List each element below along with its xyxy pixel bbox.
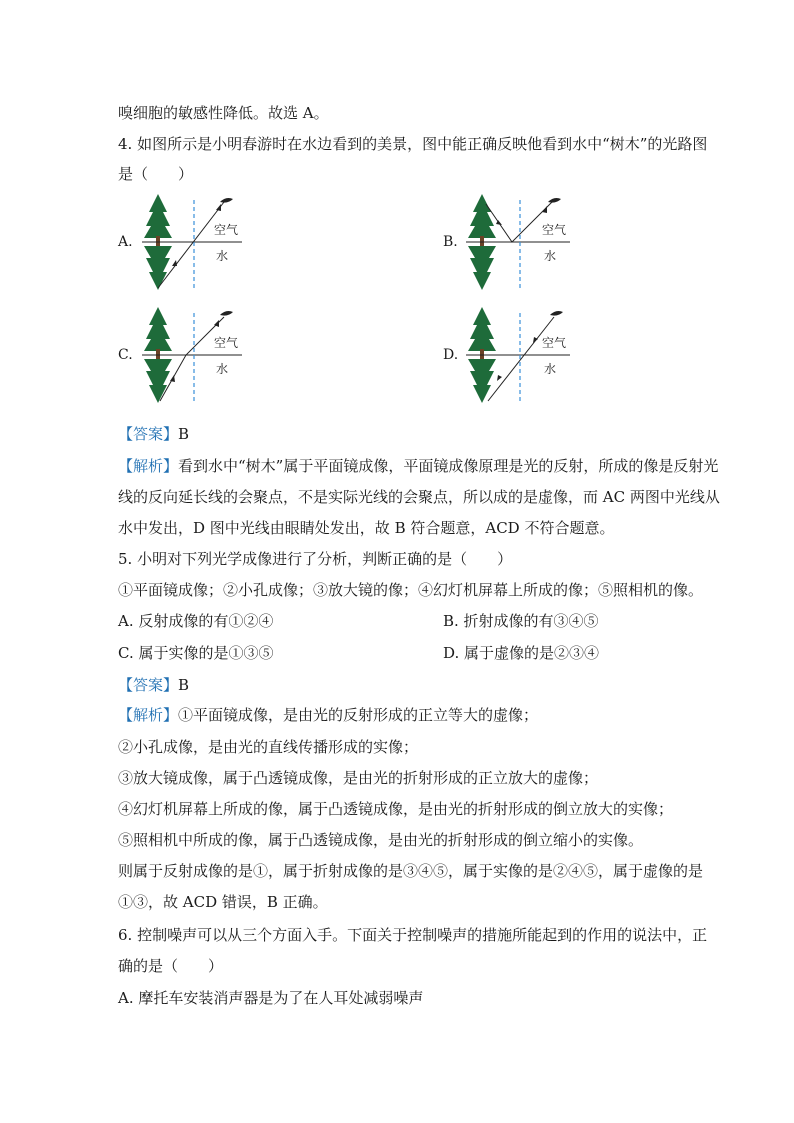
option-d-label: D. <box>443 347 459 363</box>
water-label: 水 <box>216 362 229 376</box>
air-label: 空气 <box>542 336 567 350</box>
question-5-option-b: B. 折射成像的有③④⑤ <box>443 612 599 630</box>
question-6-stem: 6. 控制噪声可以从三个方面入手。下面关于控制噪声的措施所能起到的作用的说法中，正 <box>118 926 708 944</box>
water-label: 水 <box>544 362 557 376</box>
analysis-5-line-4: ④幻灯机屏幕上所成的像，属于凸透镜成像，是由光的折射形成的倒立放大的实像； <box>118 800 674 818</box>
analysis-text: 看到水中“树木”属于平面镜成像，平面镜成像原理是光的反射，所成的像是反射光 <box>178 457 719 475</box>
analysis-5-line-5: ⑤照相机中所成的像，属于凸透镜成像，是由光的折射形成的倒立缩小的实像。 <box>118 831 644 849</box>
question-6-option-a: A. 摩托车安装消声器是为了在人耳处减弱噪声 <box>118 989 424 1007</box>
analysis-5-line-6: 则属于反射成像的是①，属于折射成像的是③④⑤，属于实像的是②④⑤，属于虚像的是 <box>118 862 704 880</box>
tree-icon <box>468 194 496 238</box>
answer-value: B <box>178 676 190 694</box>
answer-value: B <box>178 425 190 443</box>
question-5-option-c: C. 属于实像的是①③⑤ <box>118 644 274 662</box>
eye-icon <box>550 311 563 316</box>
reflected-tree-icon <box>144 246 172 290</box>
question-4-stem-cont: 是（ ） <box>118 165 194 183</box>
reflected-tree-icon <box>144 359 172 403</box>
analysis-4-line-1 <box>118 456 718 476</box>
arrow-icon <box>216 204 221 211</box>
arrow-icon <box>497 375 502 381</box>
eye-icon <box>220 311 233 316</box>
question-5-option-a: A. 反射成像的有①②④ <box>118 612 274 630</box>
answer-5 <box>118 675 189 695</box>
air-label: 空气 <box>214 336 239 350</box>
option-a-label: A. <box>118 234 133 250</box>
eye-icon <box>548 198 561 203</box>
answer-tag: 【答案】 <box>118 676 179 694</box>
analysis-text: ①平面镜成像，是由光的反射形成的正立等大的虚像； <box>178 706 539 724</box>
tree-icon <box>144 194 172 238</box>
analysis-tag: 【解析】 <box>118 457 179 475</box>
air-label: 空气 <box>214 223 239 237</box>
option-b-label: B. <box>443 234 458 250</box>
water-label: 水 <box>216 249 229 263</box>
question-6-stem-cont: 确的是（ ） <box>118 957 224 975</box>
analysis-5-line-7: ①③，故 ACD 错误，B 正确。 <box>118 893 328 911</box>
analysis-5-line-3: ③放大镜成像，属于凸透镜成像，是由光的折射形成的正立放大的虚像； <box>118 769 599 787</box>
arrow-icon <box>542 206 547 213</box>
figure-d-diagram <box>460 303 575 407</box>
arrow-icon <box>172 260 177 266</box>
option-c-label: C. <box>118 347 133 363</box>
answer-tag: 【答案】 <box>118 425 179 443</box>
tree-icon <box>144 307 172 351</box>
question-4-stem: 4. 如图所示是小明春游时在水边看到的美景，图中能正确反映他看到水中“树木”的光路图 <box>118 135 708 153</box>
analysis-5-line-2: ②小孔成像，是由光的直线传播形成的实像； <box>118 738 419 756</box>
water-label: 水 <box>544 249 557 263</box>
text-line: 嗅细胞的敏感性降低。故选 A。 <box>118 104 329 122</box>
light-ray <box>158 202 224 288</box>
reflected-tree-icon <box>468 246 496 290</box>
figure-c-diagram <box>136 303 246 407</box>
answer-4 <box>118 424 189 444</box>
analysis-4-line-3: 水中发出，D 图中光线由眼睛处发出，故 B 符合题意，ACD 不符合题意。 <box>118 519 615 537</box>
eye-icon <box>220 198 233 203</box>
question-5-option-d: D. 属于虚像的是②③④ <box>443 644 600 662</box>
analysis-tag: 【解析】 <box>118 706 179 724</box>
question-5-items: ①平面镜成像；②小孔成像；③放大镜的像；④幻灯机屏幕上所成的像；⑤照相机的像。 <box>118 581 704 599</box>
figure-b-diagram <box>460 190 575 294</box>
air-label: 空气 <box>542 223 567 237</box>
analysis-5-line-1 <box>118 705 538 725</box>
analysis-4-line-2: 线的反向延长线的会聚点，不是实际光线的会聚点，所以成的是虚像，而 AC 两图中光线从 <box>118 488 720 506</box>
question-5-stem: 5. 小明对下列光学成像进行了分析，判断正确的是（ ） <box>118 550 513 568</box>
tree-icon <box>468 307 496 351</box>
figure-a-diagram <box>136 190 246 294</box>
